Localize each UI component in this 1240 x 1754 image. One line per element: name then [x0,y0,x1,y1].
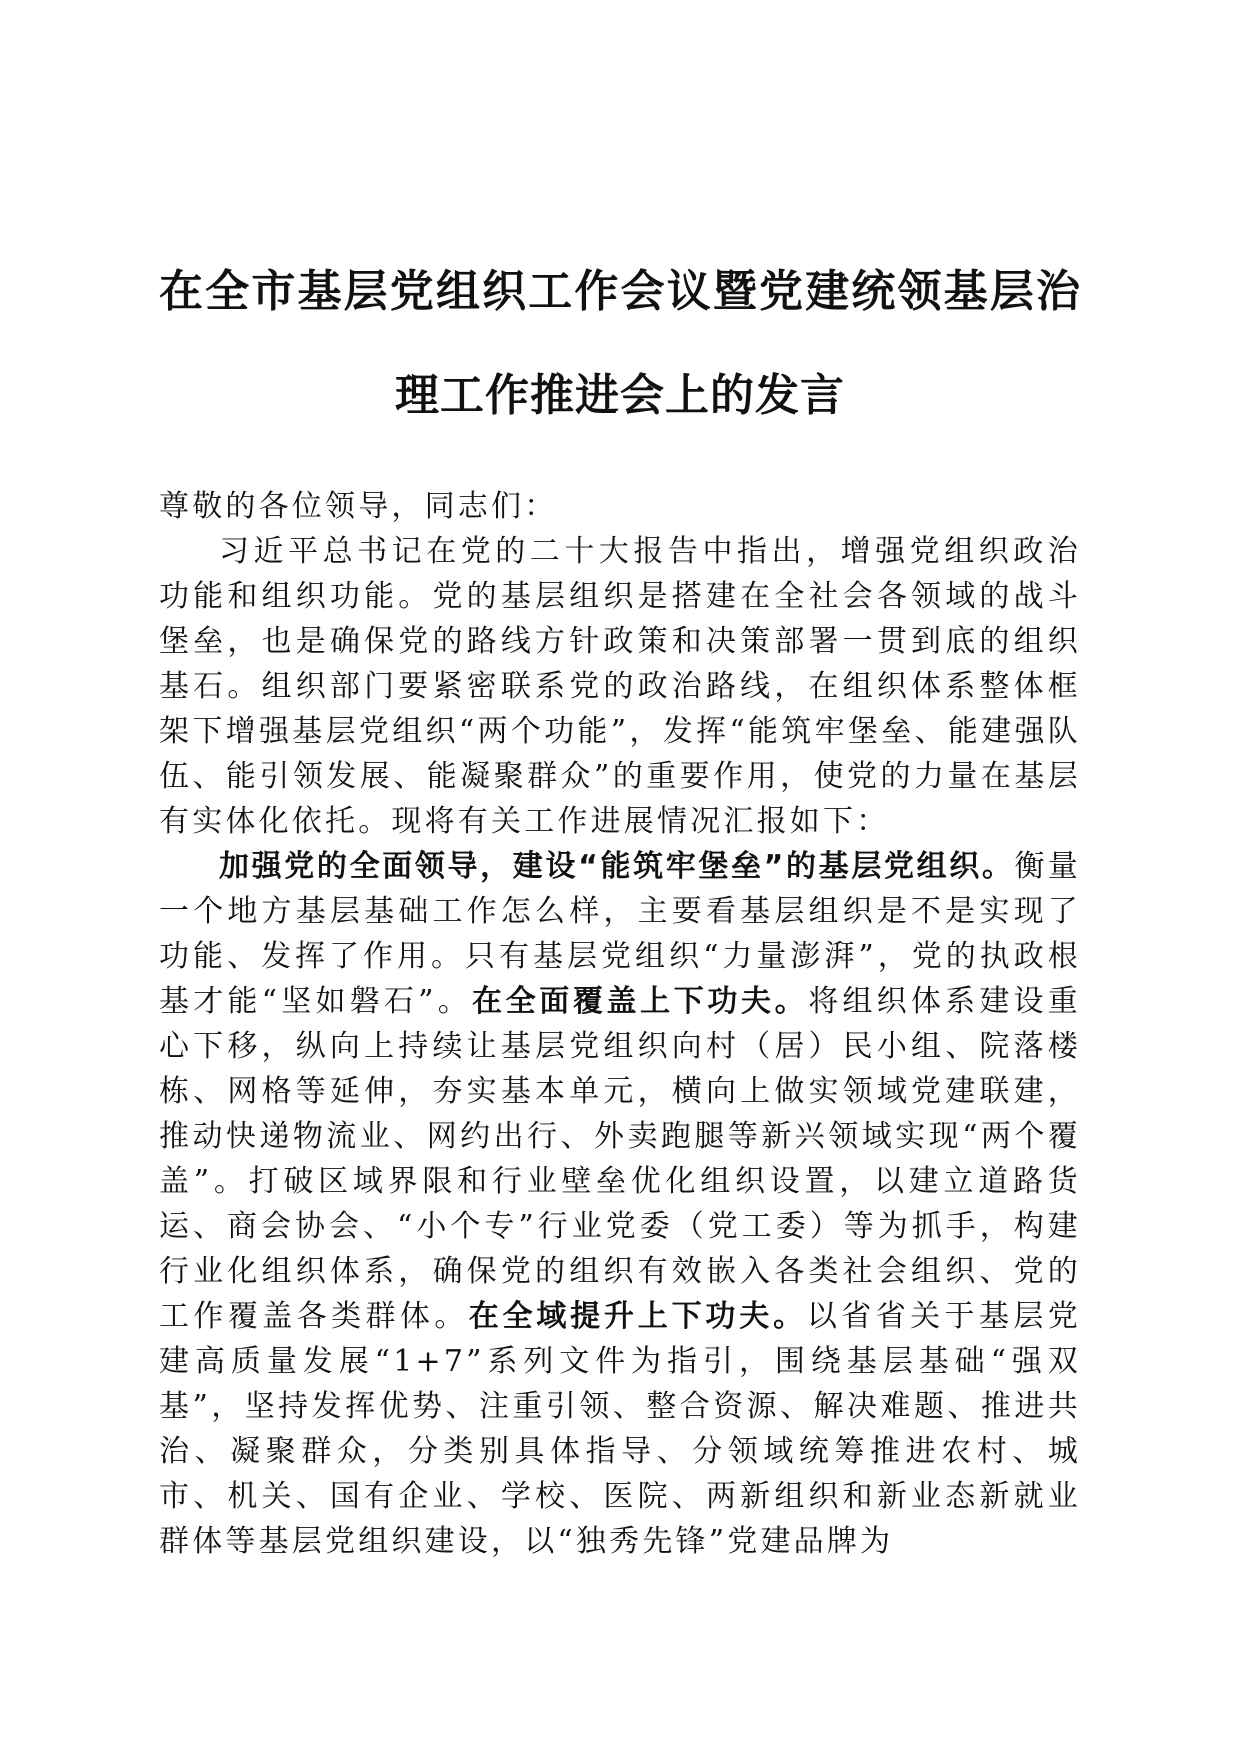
document-page [159,240,1081,1564]
subheading-improvement: 在全域提升上下功夫。 [468,1299,807,1334]
salutation: 尊敬的各位领导，同志们： [159,489,558,524]
document-body [159,484,1081,1564]
section-text-1: 衡量一个地方基层基础工作怎么样，主要看基层组织是不是实现了功能、发挥了作用。只有基层党组织“力量澎湃”，党的执政根基才能“坚如磐石”。 [159,849,1081,1019]
section-heading: 加强党的全面领导，建设“能筑牢堡垒”的基层党组织。 [219,849,1015,884]
document-title: 在全市基层党组织工作会议暨党建统领基层治理工作推进会上的发言 [159,266,1081,421]
section-text-2: 将组织体系建设重心下移，纵向上持续让基层党组织向村（居）民小组、院落楼栋、网格等延伸，夯实基本单元，横向上做实领域党建联建，推动快递物流业、网约出行、外卖跑腿等新兴领域实现“两个覆盖”。打破区域界限和行业壁垒优化组织设置，以建立道路货运、商会协会、“小个专”行业党委（党工委）等为抓手，构建行业化组织体系，确保党的组织有效嵌入各类社会组织、党的工作覆盖各类群体。 [159,984,1081,1334]
intro-paragraph: 习近平总书记在党的二十大报告中指出，增强党组织政治功能和组织功能。党的基层组织是搭建在全社会各领域的战斗堡垒，也是确保党的路线方针政策和决策部署一贯到底的组织基石。组织部门要紧密联系党的政治路线，在组织体系整体框架下增强基层党组织“两个功能”，发挥“能筑牢堡垒、能建强队伍、能引领发展、能凝聚群众”的重要作用，使党的力量在基层有实体化依托。现将有关工作进展情况汇报如下： [159,534,1081,839]
subheading-coverage: 在全面覆盖上下功夫。 [471,984,809,1019]
section-text-3: 以省省关于基层党建高质量发展“1+7”系列文件为指引，围绕基层基础“强双基”，坚持发挥优势、注重引领、整合资源、解决难题、推进共治、凝聚群众，分类别具体指导、分领域统筹推进农村、城市、机关、国有企业、学校、医院、两新组织和新业态新就业群体等基层党组织建设，以“独秀先锋”党建品牌为 [159,1299,1081,1559]
section-paragraph [159,844,1081,1564]
